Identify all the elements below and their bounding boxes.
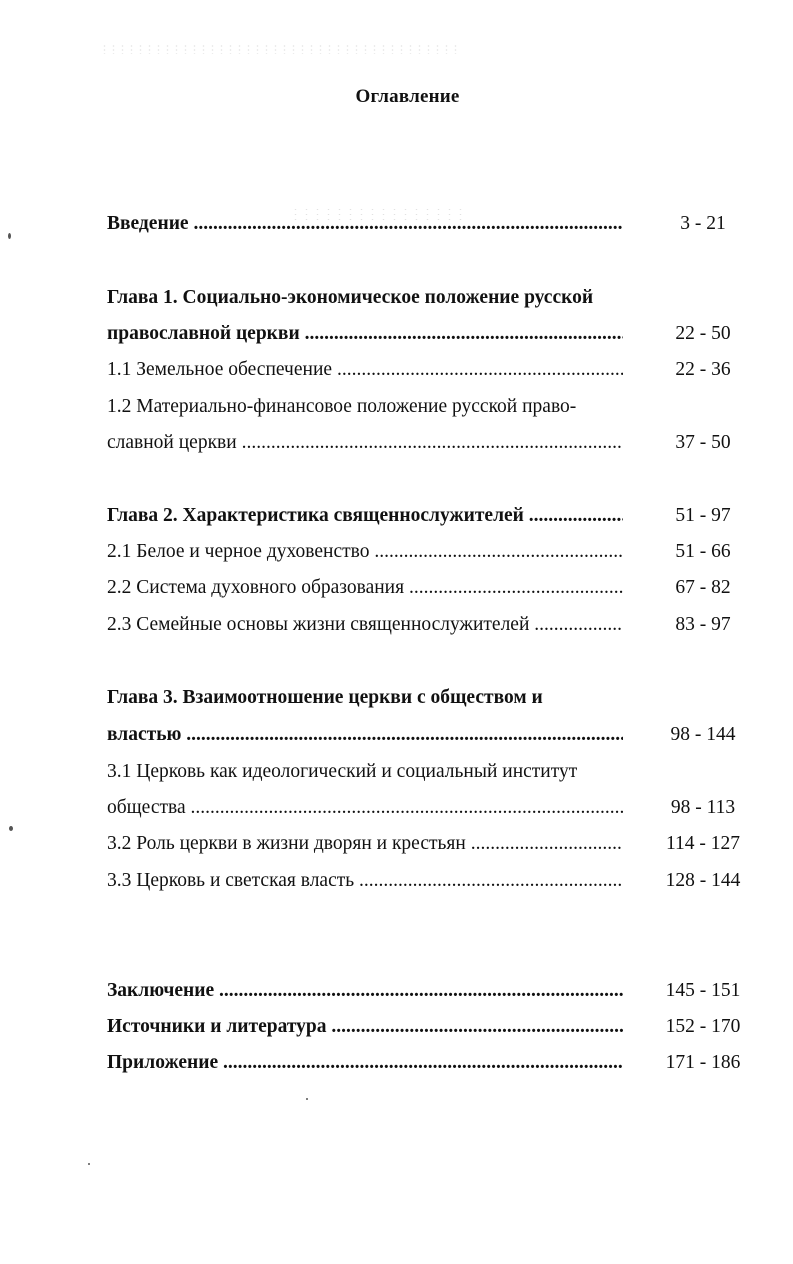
toc-section-2-3 xyxy=(107,610,747,640)
scan-speck xyxy=(8,233,11,239)
toc-entry-appendix xyxy=(107,1048,747,1078)
scan-speck xyxy=(306,1098,308,1100)
toc-entry-pages: 98 - 113 xyxy=(670,797,736,818)
toc-entry-label: 3.3 Церковь и светская власть ..... xyxy=(107,866,623,896)
toc-section-2-2 xyxy=(107,573,747,603)
toc-section-3-3 xyxy=(107,866,747,896)
toc-section-3-1-cont xyxy=(107,793,747,823)
toc-section-2-1 xyxy=(107,537,747,567)
toc-entry-introduction xyxy=(107,209,747,239)
toc-entry-pages: 3 - 21 xyxy=(680,213,726,234)
toc-entry-label: 2.2 Система духовного образования ..... xyxy=(107,573,623,603)
toc-entry-label: 1.2 Материально-финансовое положение русской право- xyxy=(107,396,577,417)
toc-chapter-3-heading-cont xyxy=(107,720,747,750)
toc-entry-conclusion xyxy=(107,976,747,1006)
toc-entry-label: 2.1 Белое и черное духовенство ..... xyxy=(107,537,623,567)
toc-entry-label: Приложение ..... xyxy=(107,1048,623,1078)
scan-noise xyxy=(100,44,460,54)
toc-entry-label: 3.1 Церковь как идеологический и социальный институт xyxy=(107,761,578,782)
toc-chapter-1-heading-cont xyxy=(107,319,747,349)
toc-entry-label: Заключение ..... xyxy=(107,976,623,1006)
toc-section-1-2 xyxy=(107,392,747,422)
toc-entry-label: 1.1 Земельное обеспечение ..... xyxy=(107,355,623,385)
toc-entry-label: славной церкви ..... xyxy=(107,428,623,458)
toc-entry-pages: 145 - 151 xyxy=(665,980,741,1001)
toc-entry-pages: 114 - 127 xyxy=(665,833,741,854)
toc-entry-label: 2.3 Семейные основы жизни священнослужителей ..... xyxy=(107,610,623,640)
toc-entry-pages: 98 - 144 xyxy=(670,724,736,745)
scan-speck xyxy=(88,1163,90,1165)
toc-section-3-1 xyxy=(107,757,747,787)
toc-entry-pages: 152 - 170 xyxy=(665,1016,741,1037)
toc-entry-pages: 51 - 97 xyxy=(675,505,731,526)
toc-entry-label: Глава 2. Характеристика священнослужителей ..... xyxy=(107,501,623,531)
toc-entry-pages: 22 - 50 xyxy=(675,323,731,344)
toc-chapter-3-heading xyxy=(107,683,747,713)
toc-section-1-1 xyxy=(107,355,747,385)
toc-entry-pages: 67 - 82 xyxy=(675,577,731,598)
toc-entry-label: Глава 3. Взаимоотношение церкви с обществом и xyxy=(107,687,543,708)
toc-entry-pages: 83 - 97 xyxy=(675,614,731,635)
toc-entry-label: Введение ..... xyxy=(107,209,623,239)
toc-entry-pages: 128 - 144 xyxy=(665,870,741,891)
scan-speck xyxy=(9,826,13,831)
toc-entry-pages: 51 - 66 xyxy=(675,541,731,562)
toc-entry-pages: 37 - 50 xyxy=(675,432,731,453)
toc-chapter-2-heading xyxy=(107,501,747,531)
toc-entry-label: православной церкви ..... xyxy=(107,319,623,349)
toc-entry-pages: 171 - 186 xyxy=(665,1052,741,1073)
toc-chapter-1-heading xyxy=(107,283,747,313)
toc-entry-label: Источники и литература ..... xyxy=(107,1012,623,1042)
toc-section-1-2-cont xyxy=(107,428,747,458)
toc-entry-label: общества ..... xyxy=(107,793,623,823)
toc-entry-sources xyxy=(107,1012,747,1042)
toc-entry-label: Глава 1. Социально-экономическое положение русской xyxy=(107,287,594,308)
page-title: Оглавление xyxy=(355,86,460,107)
toc-entry-label: 3.2 Роль церкви в жизни дворян и крестьян ..... xyxy=(107,829,623,859)
toc-section-3-2 xyxy=(107,829,747,859)
toc-entry-pages: 22 - 36 xyxy=(675,359,731,380)
toc-entry-label: властью ..... xyxy=(107,720,623,750)
